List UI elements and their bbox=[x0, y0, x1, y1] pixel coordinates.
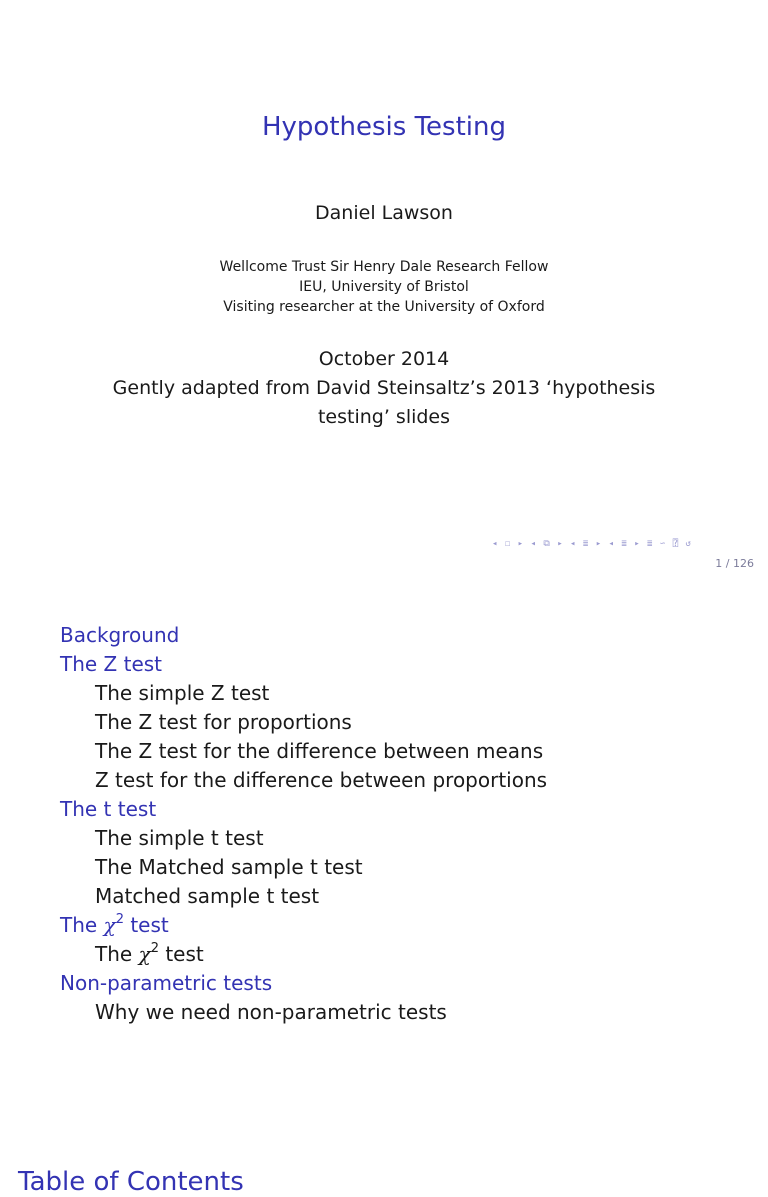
toc-subsection-simple-z-test[interactable]: The simple Z test bbox=[95, 681, 270, 705]
beamer-navigation-icons[interactable]: ◂ ☐ ▸ ◂ ⧉ ▸ ◂ ≣ ▸ ◂ ≣ ▸ ≣ ∽ ⍰ ↺ bbox=[492, 539, 692, 549]
chi-symbol: χ bbox=[138, 942, 151, 966]
affiliation-line: Visiting researcher at the University of Oxford bbox=[223, 299, 545, 315]
adaptation-note-line: Gently adapted from David Steinsaltz’s 2013 ‘hypothesis bbox=[112, 377, 656, 399]
presentation-date: October 2014 bbox=[318, 348, 450, 370]
chi-prefix: The bbox=[60, 913, 98, 937]
date-block bbox=[60, 345, 708, 432]
toc-section-t-test[interactable]: The t test bbox=[60, 797, 157, 821]
toc-list bbox=[0, 621, 768, 1027]
toc-section-chi-square-test[interactable] bbox=[0, 911, 768, 940]
adaptation-note-line: testing’ slides bbox=[317, 406, 451, 428]
toc-subsection-simple-t-test[interactable]: The simple t test bbox=[95, 826, 264, 850]
toc-subsection-z-test-difference-proportions[interactable]: Z test for the difference between proportions bbox=[95, 768, 548, 792]
toc-section-z-test[interactable]: The Z test bbox=[60, 652, 163, 676]
toc-subsection-why-non-parametric[interactable]: Why we need non-parametric tests bbox=[95, 1000, 447, 1024]
toc-section-background[interactable]: Background bbox=[60, 623, 180, 647]
chi-exponent: 2 bbox=[150, 941, 159, 956]
author-affiliations bbox=[0, 257, 768, 317]
chi-prefix: The bbox=[95, 942, 133, 966]
slide-title: Hypothesis Testing bbox=[261, 112, 506, 142]
chi-exponent: 2 bbox=[115, 912, 124, 927]
toc-subsection-matched-sample-t-test[interactable]: The Matched sample t test bbox=[95, 855, 363, 879]
toc-subsection-z-test-proportions[interactable]: The Z test for proportions bbox=[95, 710, 352, 734]
author-name: Daniel Lawson bbox=[315, 202, 453, 224]
toc-section-non-parametric-tests[interactable]: Non-parametric tests bbox=[60, 971, 273, 995]
chi-symbol: χ bbox=[103, 913, 116, 937]
affiliation-line: IEU, University of Bristol bbox=[299, 279, 469, 295]
toc-subsection-chi-square-test[interactable] bbox=[0, 940, 768, 969]
toc-subsection-matched-t-test[interactable]: Matched sample t test bbox=[95, 884, 320, 908]
title-slide bbox=[0, 0, 768, 576]
chi-suffix: test bbox=[130, 913, 169, 937]
toc-subsection-z-test-difference-means[interactable]: The Z test for the difference between means bbox=[95, 739, 544, 763]
page-number: 1 / 126 bbox=[715, 557, 754, 570]
toc-title: Table of Contents bbox=[18, 1167, 244, 1197]
affiliation-line: Wellcome Trust Sir Henry Dale Research Fellow bbox=[219, 259, 549, 275]
chi-suffix: test bbox=[165, 942, 204, 966]
